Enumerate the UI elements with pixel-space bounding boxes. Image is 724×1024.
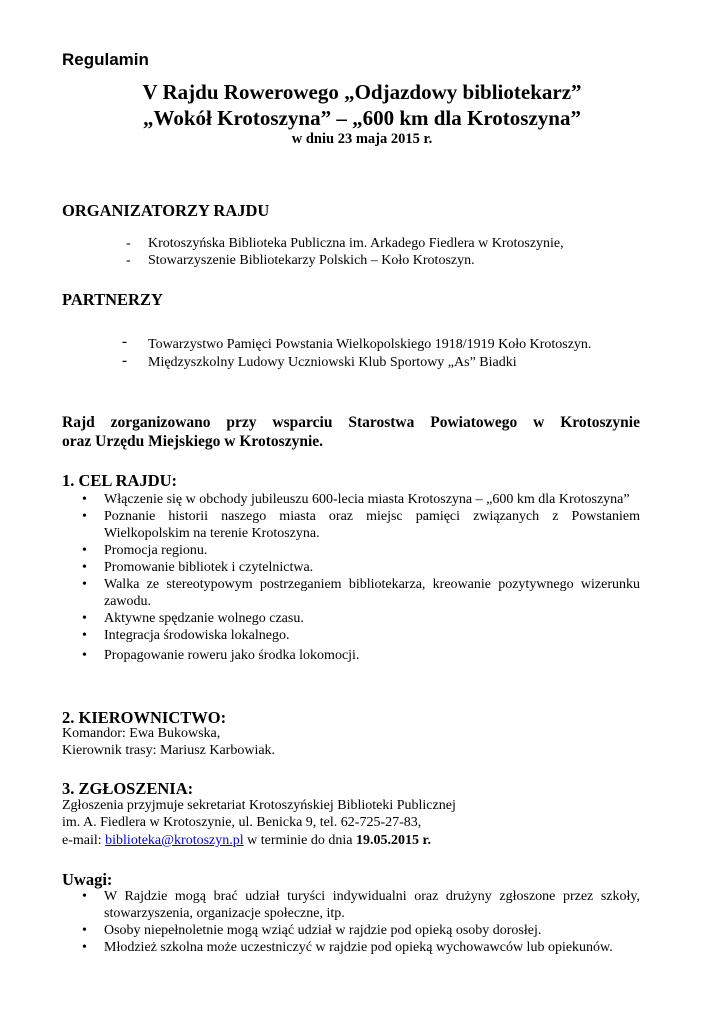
registration-line-2: im. A. Fiedlera w Krotoszynie, ul. Benicka 9, tel. 62-725-27-83,	[62, 815, 422, 830]
document-label: Regulamin	[62, 50, 149, 69]
deadline-prefix: w terminie do dnia	[243, 833, 357, 848]
registration-line-3	[62, 832, 431, 849]
title-line-2: „Wokół Krotoszyna” – „600 km dla Krotoszyna”	[143, 106, 581, 130]
partners-heading: PARTNERZY	[62, 290, 163, 309]
partners-dash-2: -	[122, 353, 127, 369]
deadline-date: 19.05.2015 r.	[356, 833, 431, 848]
list-item: • Aktywne spędzanie wolnego czasu.	[62, 610, 640, 627]
title-line-1: V Rajdu Rowerowego „Odjazdowy bibliotekarz”	[142, 80, 582, 104]
support-line-2: oraz Urzędu Miejskiego w Krotoszynie.	[62, 433, 324, 450]
route-lead-line: Kierownik trasy: Mariusz Karbowiak.	[62, 743, 276, 758]
registration-line-1: Zgłoszenia przyjmuje sekretariat Krotoszyńskiej Biblioteki Publicznej	[62, 798, 456, 813]
partners-dash-1: -	[122, 334, 127, 350]
partners-item-1: Towarzystwo Pamięci Powstania Wielkopolskiego 1918/1919 Koło Krotoszyn.	[148, 337, 592, 352]
email-link[interactable]: biblioteka@krotoszyn.pl	[105, 833, 244, 848]
list-item: • Promocja regionu.	[62, 542, 640, 559]
management-heading: 2. KIEROWNICTWO:	[62, 708, 227, 727]
notes-heading: Uwagi:	[62, 870, 113, 889]
organizers-heading: ORGANIZATORZY RAJDU	[62, 201, 270, 220]
list-item: • Walka ze stereotypowym postrzeganiem bibliotekarza, kreowanie pozytywnego wizerunku zawodu.	[62, 576, 640, 610]
organizers-item-2: Stowarzyszenie Bibliotekarzy Polskich – Koło Krotoszyn.	[148, 253, 475, 268]
list-item: • Młodzież szkolna może uczestniczyć w rajdzie pod opieką wychowawców lub opiekunów.	[62, 939, 640, 956]
organizers-item-1: Krotoszyńska Biblioteka Publiczna im. Arkadego Fiedlera w Krotoszynie,	[148, 236, 564, 251]
list-item: • Promowanie bibliotek i czytelnictwa.	[62, 559, 640, 576]
email-prefix: e-mail:	[62, 833, 106, 848]
list-item: • Włączenie się w obchody jubileuszu 600-lecia miasta Krotoszyna – „600 km dla Krotoszyna”	[62, 491, 640, 508]
organizers-dash-2: -	[126, 253, 131, 268]
date-line: w dniu 23 maja 2015 r.	[291, 131, 433, 147]
commander-line: Komandor: Ewa Bukowska,	[62, 726, 221, 741]
support-line-1: Rajd zorganizowano przy wsparciu Starostwa Powiatowego w Krotoszynie	[62, 414, 640, 431]
partners-item-2: Międzyszkolny Ludowy Uczniowski Klub Sportowy „As” Biadki	[148, 355, 517, 370]
registration-heading: 3. ZGŁOSZENIA:	[62, 779, 194, 798]
list-item: • Propagowanie roweru jako środka lokomocji.	[62, 647, 640, 664]
list-item: • Poznanie historii naszego miasta oraz miejsc pamięci związanych z Powstaniem Wielkopolskim na terenie Krotoszyna.	[62, 508, 640, 542]
goal-heading: 1. CEL RAJDU:	[62, 471, 178, 490]
list-item: • Osoby niepełnoletnie mogą wziąć udział w rajdzie pod opieką osoby dorosłej.	[62, 922, 640, 939]
goal-list	[62, 491, 640, 664]
list-item: • Integracja środowiska lokalnego.	[62, 627, 640, 644]
organizers-dash-1: -	[126, 236, 131, 251]
notes-list	[62, 888, 640, 956]
list-item: • W Rajdzie mogą brać udział turyści indywidualni oraz drużyny zgłoszone przez szkoły, stowarzyszenia, organizacje społeczne, itp.	[62, 888, 640, 922]
